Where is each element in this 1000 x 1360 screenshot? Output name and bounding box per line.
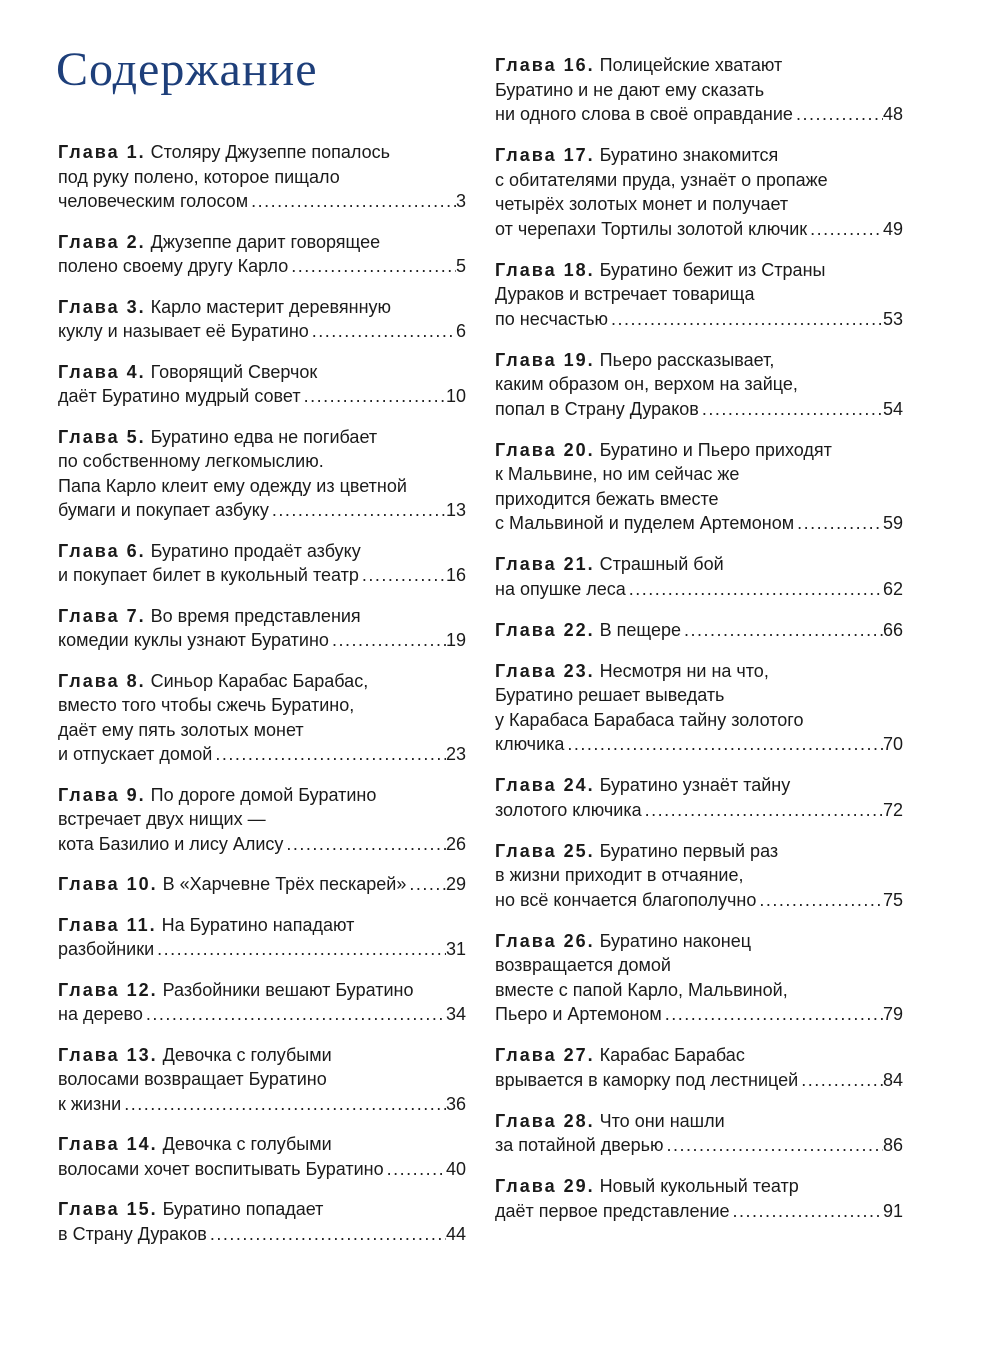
chapter-title-line — [58, 360, 466, 385]
chapter-title-text: Буратино узнаёт тайну — [599, 775, 791, 795]
chapter-title-text: Новый кукольный театр — [599, 1176, 799, 1196]
chapter-title-end: и отпускает домой — [58, 744, 213, 764]
chapter-title-end: ключика — [495, 734, 565, 754]
chapter-title-text: Буратино и Пьеро приходят — [599, 439, 832, 460]
chapter-title-text — [495, 798, 642, 823]
page-number: 3 — [455, 191, 466, 211]
chapter-last-line — [58, 1092, 466, 1117]
chapter-title-line — [58, 1197, 466, 1222]
page-number: 36 — [445, 1093, 466, 1114]
chapter-title-end: золотого ключика — [495, 799, 642, 820]
dot-leader — [564, 732, 883, 757]
page-number: 23 — [445, 744, 466, 764]
chapter-label: Глава 24. — [495, 775, 595, 795]
toc-entry[interactable] — [58, 978, 466, 1027]
toc-entry[interactable] — [58, 1197, 466, 1246]
chapter-label: Глава 23. — [495, 660, 595, 681]
chapter-label: Глава 13. — [58, 1044, 158, 1065]
chapter-label: Глава 3. — [58, 296, 146, 317]
chapter-title-text — [495, 1002, 662, 1027]
chapter-title-line — [58, 604, 466, 629]
chapter-label: Глава 20. — [495, 439, 595, 460]
chapter-label: Глава 11. — [58, 914, 157, 935]
dot-leader — [756, 888, 883, 913]
chapter-title-end: на дерево — [58, 1004, 143, 1024]
chapter-label: Глава 19. — [495, 349, 595, 370]
toc-entry[interactable] — [58, 1043, 466, 1117]
page-number: 84 — [882, 1069, 903, 1090]
chapter-title-text — [58, 1002, 143, 1027]
page-number: 10 — [445, 386, 466, 406]
chapter-title-line: вместе с папой Карло, Мальвиной, — [495, 979, 788, 1000]
toc-entry[interactable] — [495, 839, 903, 913]
chapter-title-text — [495, 1133, 664, 1158]
chapter-title-line: Дураков и встречает товарища — [495, 284, 755, 304]
dot-leader — [662, 1002, 883, 1027]
chapter-title-end: к жизни — [58, 1093, 122, 1114]
toc-entry[interactable] — [495, 929, 903, 1027]
page-number: 86 — [882, 1135, 903, 1155]
chapter-label: Глава 29. — [495, 1176, 595, 1196]
chapter-title-line: встречает двух нищих — — [58, 809, 266, 829]
chapter-title-line — [58, 140, 466, 165]
chapter-title-text — [495, 1068, 798, 1093]
page-number: 34 — [445, 1004, 466, 1024]
chapter-title-text — [58, 937, 154, 962]
toc-entry[interactable] — [58, 872, 466, 897]
chapter-title-line — [495, 773, 903, 798]
chapter-title-end: Пьеро и Артемоном — [495, 1004, 662, 1024]
dot-leader — [301, 384, 446, 409]
chapter-title-end: кота Базилио и лису Алису — [58, 833, 284, 854]
dot-leader — [793, 102, 883, 127]
chapter-title-text: Пьеро рассказывает, — [599, 349, 775, 370]
chapter-title-end: В «Харчевне Трёх пескарей» — [162, 874, 407, 894]
chapter-title-text: Буратино бежит из Страны — [599, 259, 826, 280]
chapter-label: Глава 21. — [495, 554, 595, 574]
chapter-label: Глава 28. — [495, 1110, 595, 1131]
toc-entry[interactable] — [58, 360, 466, 409]
dot-leader — [384, 1157, 446, 1182]
chapter-title-line: у Карабаса Барабаса тайну золотого — [495, 709, 804, 730]
chapter-last-line — [495, 798, 903, 823]
dot-leader — [207, 1222, 446, 1247]
chapter-title-text: Буратино знакомится — [599, 145, 779, 165]
chapter-title-line: к Мальвине, но им сейчас же — [495, 464, 740, 484]
chapter-title-line — [58, 978, 466, 1003]
chapter-title-line: Буратино и не дают ему сказать — [495, 79, 765, 100]
chapter-title-text: Синьор Карабас Барабас, — [150, 670, 369, 691]
chapter-title-text — [495, 397, 699, 422]
chapter-title-line — [58, 913, 466, 938]
chapter-title-text: Карабас Барабас — [599, 1045, 745, 1065]
chapter-title-text — [495, 1199, 730, 1224]
chapter-last-line — [58, 1157, 466, 1182]
page-number: 6 — [455, 321, 466, 341]
chapter-title-line: даёт ему пять золотых монет — [58, 719, 304, 740]
toc-entry[interactable] — [495, 143, 903, 241]
chapter-title-text: Несмотря ни на что, — [599, 660, 769, 681]
chapter-label: Глава 2. — [58, 231, 146, 252]
chapter-last-line — [58, 189, 466, 214]
chapter-title-text: Полицейские хватают — [599, 55, 783, 75]
chapter-title-end: бумаги и покупает азбуку — [58, 500, 269, 520]
chapter-title-line — [58, 425, 466, 450]
chapter-title-line — [495, 929, 903, 954]
chapter-title-text — [58, 742, 212, 767]
chapter-title-line: по собственному легкомыслию. — [58, 451, 324, 471]
chapter-title-text — [495, 732, 564, 757]
page-number: 53 — [882, 308, 903, 329]
chapter-title-end: с Мальвиной и пуделем Артемоном — [495, 513, 795, 533]
chapter-title-end: В пещере — [599, 619, 682, 640]
dot-leader — [406, 872, 446, 897]
chapter-title-line: возвращается домой — [495, 955, 671, 975]
chapter-last-line — [495, 307, 903, 332]
chapter-last-line — [495, 1199, 903, 1224]
chapter-last-line — [58, 937, 466, 962]
page-number: 44 — [445, 1223, 466, 1244]
chapter-label: Глава 8. — [58, 670, 146, 691]
chapter-title-text — [58, 872, 406, 897]
page-number: 70 — [882, 734, 903, 754]
chapter-last-line — [58, 628, 466, 653]
dot-leader — [309, 319, 456, 344]
chapter-label: Глава 22. — [495, 619, 595, 640]
chapter-title-text — [495, 577, 626, 602]
toc-entry[interactable] — [495, 348, 903, 422]
chapter-title-end: за потайной дверью — [495, 1135, 664, 1155]
toc-entry[interactable] — [495, 618, 903, 643]
chapter-title-text — [495, 217, 807, 242]
page-title: Содержание — [56, 43, 318, 96]
page-number: 29 — [445, 874, 466, 894]
chapter-title-end: по несчастью — [495, 308, 609, 329]
page-number: 19 — [445, 630, 466, 650]
chapter-label: Глава 27. — [495, 1045, 595, 1065]
chapter-label: Глава 12. — [58, 979, 158, 1000]
dot-leader — [642, 798, 883, 823]
chapter-title-end: на опушке леса — [495, 578, 626, 599]
chapter-title-line — [58, 230, 466, 255]
chapter-title-line — [495, 348, 903, 373]
page-number: 59 — [882, 513, 903, 533]
chapter-last-line — [495, 511, 903, 536]
chapter-title-text — [495, 618, 681, 643]
chapter-label: Глава 6. — [58, 540, 146, 561]
chapter-title-text: По дороге домой Буратино — [150, 784, 377, 805]
chapter-title-text — [58, 384, 301, 409]
chapter-title-text — [495, 888, 756, 913]
dot-leader — [154, 937, 446, 962]
chapter-title-line — [58, 669, 466, 694]
dot-leader — [248, 189, 456, 214]
dot-leader — [626, 577, 883, 602]
chapter-title-end: человеческим голосом — [58, 191, 249, 211]
chapter-last-line — [58, 384, 466, 409]
chapter-title-text: Девочка с голубыми — [162, 1134, 332, 1154]
chapter-title-end: куклу и называет её Буратино — [58, 321, 309, 341]
chapter-label: Глава 16. — [495, 55, 595, 75]
dot-leader — [730, 1199, 883, 1224]
chapter-title-line — [58, 539, 466, 564]
chapter-last-line — [495, 888, 903, 913]
chapter-label: Глава 17. — [495, 145, 595, 165]
dot-leader — [121, 1092, 446, 1117]
page-number: 66 — [882, 619, 903, 640]
toc-entry[interactable] — [495, 773, 903, 822]
toc-entry[interactable] — [58, 1132, 466, 1181]
chapter-title-text: Страшный бой — [599, 554, 724, 574]
chapter-title-text: Во время представления — [150, 605, 361, 626]
chapter-last-line — [495, 217, 903, 242]
chapter-title-text: Что они нашли — [599, 1110, 725, 1131]
chapter-label: Глава 5. — [58, 426, 146, 447]
chapter-title-line — [495, 552, 903, 577]
chapter-last-line — [495, 1068, 903, 1093]
chapter-last-line — [495, 618, 903, 643]
toc-entry[interactable] — [495, 1043, 903, 1092]
chapter-title-line — [495, 1174, 903, 1199]
chapter-last-line — [58, 254, 466, 279]
chapter-title-line: с обитателями пруда, узнаёт о пропаже — [495, 169, 828, 190]
chapter-title-end: попал в Страну Дураков — [495, 398, 699, 419]
chapter-last-line — [495, 1133, 903, 1158]
chapter-title-text — [495, 511, 794, 536]
page-number: 72 — [882, 799, 903, 820]
chapter-label: Глава 18. — [495, 259, 595, 280]
chapter-title-line — [495, 1043, 903, 1068]
toc-entry[interactable] — [495, 438, 903, 536]
toc-entry[interactable] — [58, 913, 466, 962]
toc-entry[interactable] — [495, 1174, 903, 1223]
dot-leader — [212, 742, 446, 767]
chapter-title-text — [495, 307, 608, 332]
chapter-title-text: Карло мастерит деревянную — [150, 296, 392, 317]
dot-leader — [608, 307, 883, 332]
toc-entry[interactable] — [495, 53, 903, 127]
chapter-title-text: Столяру Джузеппе попалось — [150, 142, 390, 162]
chapter-title-line: Буратино решает выведать — [495, 685, 725, 705]
chapter-last-line — [58, 832, 466, 857]
chapter-title-text — [58, 563, 359, 588]
chapter-title-line — [495, 438, 903, 463]
chapter-title-end: и покупает билет в кукольный театр — [58, 565, 359, 585]
chapter-last-line — [495, 397, 903, 422]
chapter-label: Глава 1. — [58, 142, 146, 162]
chapter-title-text: Буратино наконец — [599, 930, 752, 951]
dot-leader — [288, 254, 456, 279]
page-number: 79 — [882, 1004, 903, 1024]
chapter-title-line — [58, 1132, 466, 1157]
chapter-title-line — [58, 1043, 466, 1068]
toc-column-right — [495, 53, 903, 1240]
chapter-title-end: но всё кончается благополучно — [495, 889, 757, 910]
chapter-title-text: Буратино продаёт азбуку — [150, 540, 361, 561]
dot-leader — [269, 498, 446, 523]
page-number: 54 — [882, 398, 903, 419]
chapter-title-end: полено своему другу Карло — [58, 256, 289, 276]
toc-column-left — [58, 140, 466, 1262]
chapter-title-line: Папа Карло клеит ему одежду из цветной — [58, 475, 407, 496]
chapter-title-line — [495, 143, 903, 168]
chapter-title-line: приходится бежать вместе — [495, 488, 719, 509]
dot-leader — [699, 397, 883, 422]
chapter-title-line — [495, 839, 903, 864]
chapter-title-line: четырёх золотых монет и получает — [495, 194, 789, 214]
chapter-title-text — [58, 1092, 121, 1117]
chapter-title-text: Девочка с голубыми — [162, 1044, 332, 1065]
toc-entry[interactable] — [58, 425, 466, 523]
chapter-label: Глава 10. — [58, 874, 158, 894]
chapter-title-end: комедии куклы узнают Буратино — [58, 630, 329, 650]
chapter-title-text — [58, 1157, 384, 1182]
chapter-last-line — [58, 872, 466, 897]
toc-entry[interactable] — [58, 783, 466, 857]
chapter-title-text — [58, 189, 248, 214]
chapter-title-text: Буратино первый раз — [599, 840, 779, 861]
page-number: 62 — [882, 578, 903, 599]
chapter-last-line — [58, 1002, 466, 1027]
chapter-title-text — [58, 1222, 207, 1247]
chapter-last-line — [495, 577, 903, 602]
dot-leader — [329, 628, 446, 653]
page-number: 75 — [882, 889, 903, 910]
page-number: 49 — [882, 218, 903, 239]
page-number: 16 — [445, 565, 466, 585]
chapter-title-line — [58, 295, 466, 320]
chapter-label: Глава 7. — [58, 605, 146, 626]
chapter-title-text: Буратино попадает — [162, 1199, 324, 1219]
chapter-title-line — [58, 783, 466, 808]
page-number: 40 — [445, 1158, 466, 1179]
chapter-title-end: в Страну Дураков — [58, 1223, 207, 1244]
chapter-title-line: в жизни приходит в отчаяние, — [495, 865, 744, 885]
chapter-title-text: Разбойники вешают Буратино — [162, 979, 414, 1000]
chapter-last-line — [58, 742, 466, 767]
toc-entry[interactable] — [58, 604, 466, 653]
chapter-title-text: На Буратино нападают — [161, 914, 355, 935]
chapter-title-line: волосами возвращает Буратино — [58, 1069, 327, 1089]
dot-leader — [359, 563, 446, 588]
chapter-title-text — [58, 832, 283, 857]
dot-leader — [143, 1002, 446, 1027]
chapter-title-end: от черепахи Тортилы золотой ключик — [495, 218, 808, 239]
page-number: 31 — [445, 939, 466, 959]
chapter-title-text — [58, 498, 269, 523]
chapter-title-end: даёт Буратино мудрый совет — [58, 386, 301, 406]
chapter-title-text — [58, 319, 309, 344]
chapter-last-line — [58, 498, 466, 523]
chapter-title-text: Говорящий Сверчок — [150, 361, 318, 382]
chapter-title-text: Джузеппе дарит говорящее — [150, 231, 381, 252]
chapter-last-line — [58, 319, 466, 344]
chapter-title-text — [58, 254, 288, 279]
toc-entry[interactable] — [495, 258, 903, 332]
chapter-label: Глава 25. — [495, 840, 595, 861]
chapter-title-text — [495, 102, 793, 127]
chapter-last-line — [58, 1222, 466, 1247]
toc-entry[interactable] — [495, 1109, 903, 1158]
dot-leader — [807, 217, 883, 242]
chapter-title-line: каким образом он, верхом на зайце, — [495, 374, 798, 394]
chapter-label: Глава 9. — [58, 784, 146, 805]
chapter-label: Глава 4. — [58, 361, 146, 382]
page-number: 48 — [882, 104, 903, 124]
chapter-last-line — [495, 1002, 903, 1027]
chapter-label: Глава 14. — [58, 1134, 158, 1154]
toc-entry[interactable] — [58, 669, 466, 767]
dot-leader — [798, 1068, 883, 1093]
chapter-title-end: ни одного слова в своё оправдание — [495, 104, 793, 124]
toc-entry[interactable] — [495, 552, 903, 601]
toc-entry[interactable] — [58, 539, 466, 588]
page-number: 26 — [445, 833, 466, 854]
chapter-title-end: волосами хочет воспитывать Буратино — [58, 1158, 384, 1179]
page-number: 5 — [455, 256, 466, 276]
dot-leader — [664, 1133, 883, 1158]
toc-entry[interactable] — [495, 659, 903, 757]
chapter-title-end: врывается в каморку под лестницей — [495, 1069, 799, 1090]
chapter-title-line — [495, 258, 903, 283]
chapter-title-text — [58, 628, 329, 653]
chapter-title-end: даёт первое представление — [495, 1200, 730, 1221]
chapter-last-line — [495, 102, 903, 127]
chapter-title-line — [495, 53, 903, 78]
chapter-title-line — [495, 1109, 903, 1134]
dot-leader — [283, 832, 446, 857]
chapter-title-line: под руку полено, которое пищало — [58, 166, 340, 187]
chapter-title-end: разбойники — [58, 939, 155, 959]
chapter-title-line: вместо того чтобы сжечь Буратино, — [58, 695, 355, 715]
chapter-label: Глава 26. — [495, 930, 595, 951]
dot-leader — [681, 618, 883, 643]
dot-leader — [794, 511, 883, 536]
chapter-title-line — [495, 659, 903, 684]
toc-entry[interactable] — [58, 295, 466, 344]
toc-entry[interactable] — [58, 140, 466, 214]
chapter-title-text: Буратино едва не погибает — [150, 426, 378, 447]
page-number: 91 — [882, 1200, 903, 1221]
chapter-label: Глава 15. — [58, 1199, 158, 1219]
chapter-last-line — [58, 563, 466, 588]
page-number: 13 — [445, 500, 466, 520]
toc-entry[interactable] — [58, 230, 466, 279]
chapter-last-line — [495, 732, 903, 757]
